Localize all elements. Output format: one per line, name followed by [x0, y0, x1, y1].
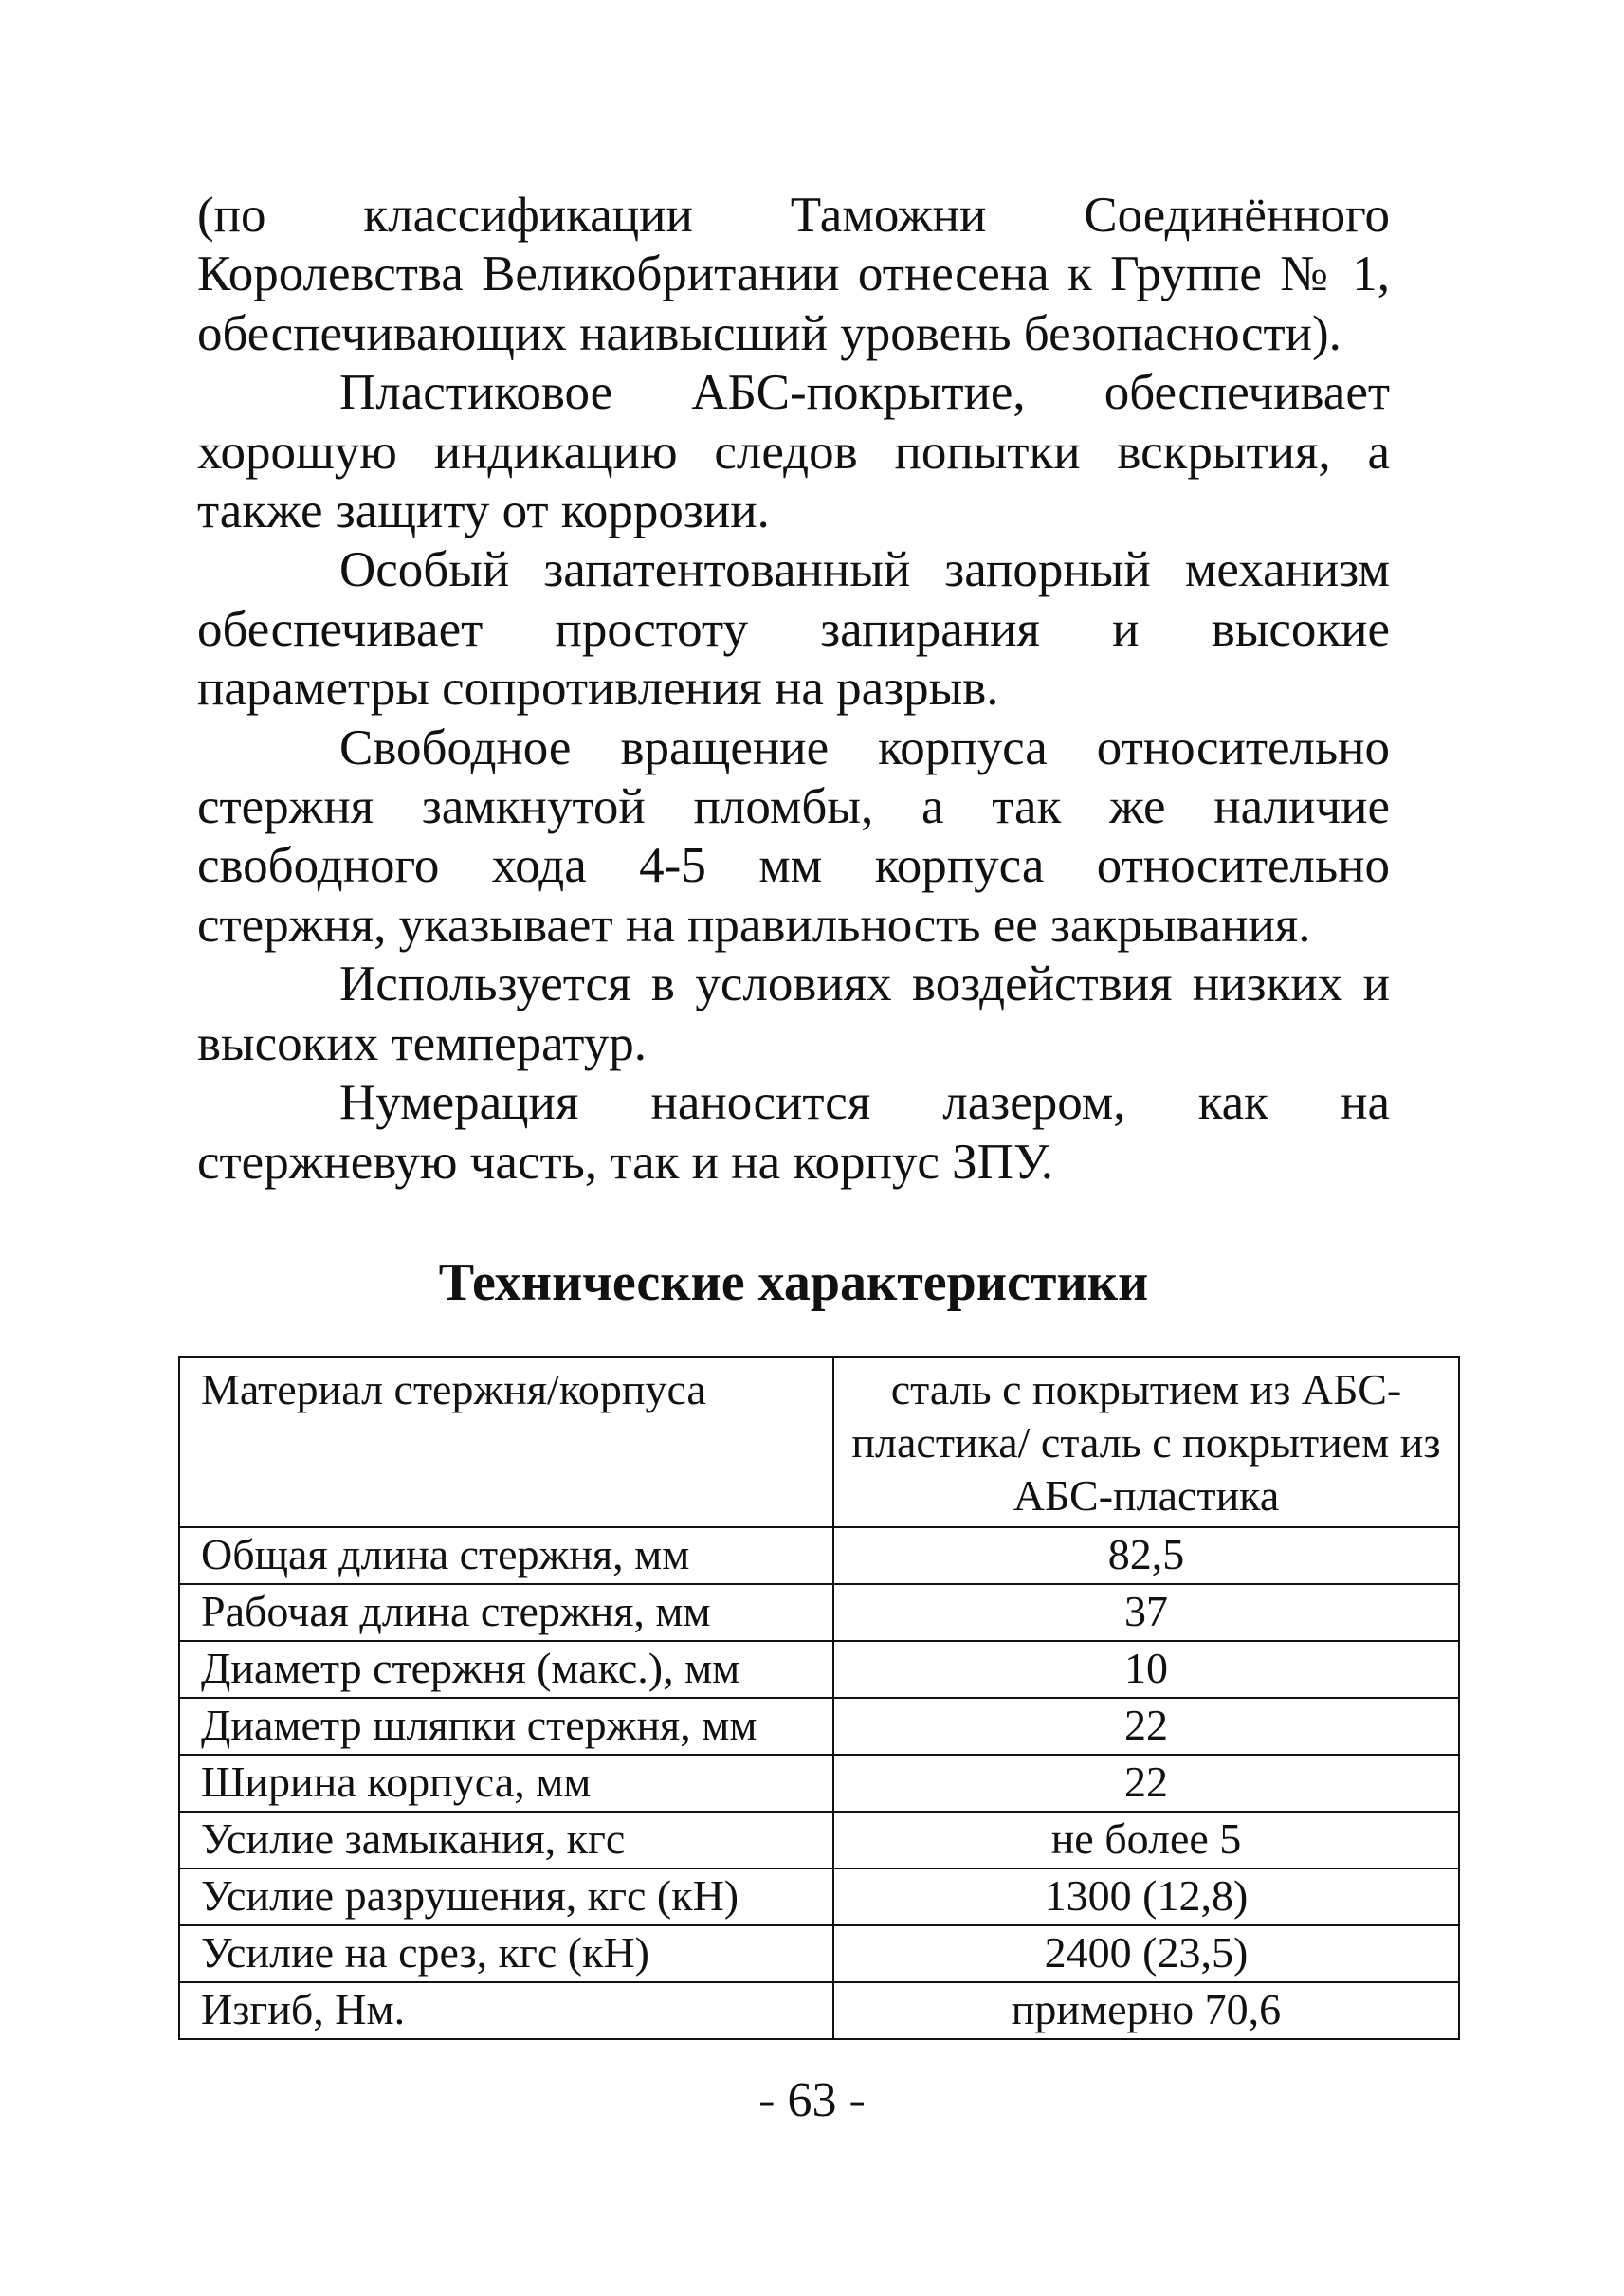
table-row [179, 1641, 1459, 1698]
table-row [179, 1584, 1459, 1641]
table-row [179, 1982, 1459, 2039]
value-cell: сталь с покрытием из АБС-пластика/ сталь с покрытием из АБС-пластика [833, 1357, 1459, 1527]
param-cell: Ширина корпуса, мм [179, 1755, 833, 1812]
paragraph: (по классификации Таможни Соединённого Королевства Великобритании отнесена к Группе № 1, обеспечивающих наивысший уровень безопасности). [197, 188, 1390, 361]
paragraph: Свободное вращение корпуса относительно стержня замкнутой пломбы, а так же наличие свободного хода 4-5 мм корпуса относительно стержня, указывает на правильность ее закрывания. [197, 720, 1390, 953]
table-row [179, 1868, 1459, 1925]
section-heading: Технические характеристики [438, 1253, 1149, 1312]
param-cell: Усилие на срез, кгс (кН) [179, 1925, 833, 1982]
value-cell: 2400 (23,5) [833, 1925, 1459, 1982]
value-cell: 1300 (12,8) [833, 1868, 1459, 1925]
specs-table [178, 1356, 1460, 2040]
param-cell: Диаметр стержня (макс.), мм [179, 1641, 833, 1698]
page-number: - 63 - [758, 2073, 866, 2127]
paragraph: Особый запатентованный запорный механизм обеспечивает простоту запирания и высокие параметры сопротивления на разрыв. [197, 542, 1390, 717]
value-cell: 10 [833, 1641, 1459, 1698]
value-cell: 82,5 [833, 1527, 1459, 1584]
table-row [179, 1527, 1459, 1584]
paragraph: Используется в условиях воздействия низких и высоких температур. [197, 957, 1390, 1071]
param-cell: Изгиб, Нм. [179, 1982, 833, 2039]
body-text [197, 186, 1390, 1192]
paragraph: Пластиковое АБС-покрытие, обеспечивает хорошую индикацию следов попытки вскрытия, а также защиту от коррозии. [197, 365, 1390, 539]
table-row [179, 1755, 1459, 1812]
param-cell: Рабочая длина стержня, мм [179, 1584, 833, 1641]
table-row [179, 1357, 1459, 1527]
value-cell: 22 [833, 1755, 1459, 1812]
param-cell: Диаметр шляпки стержня, мм [179, 1698, 833, 1755]
value-cell: 37 [833, 1584, 1459, 1641]
param-cell: Усилие разрушения, кгс (кН) [179, 1868, 833, 1925]
value-cell: примерно 70,6 [833, 1982, 1459, 2039]
table-row [179, 1698, 1459, 1755]
value-cell: не более 5 [833, 1812, 1459, 1868]
param-cell: Усилие замыкания, кгс [179, 1812, 833, 1868]
table-row [179, 1925, 1459, 1982]
param-cell: Материал стержня/корпуса [179, 1357, 833, 1527]
paragraph: Нумерация наносится лазером, как на стержневую часть, так и на корпус ЗПУ. [197, 1075, 1390, 1190]
table-row [179, 1812, 1459, 1868]
value-cell: 22 [833, 1698, 1459, 1755]
param-cell: Общая длина стержня, мм [179, 1527, 833, 1584]
